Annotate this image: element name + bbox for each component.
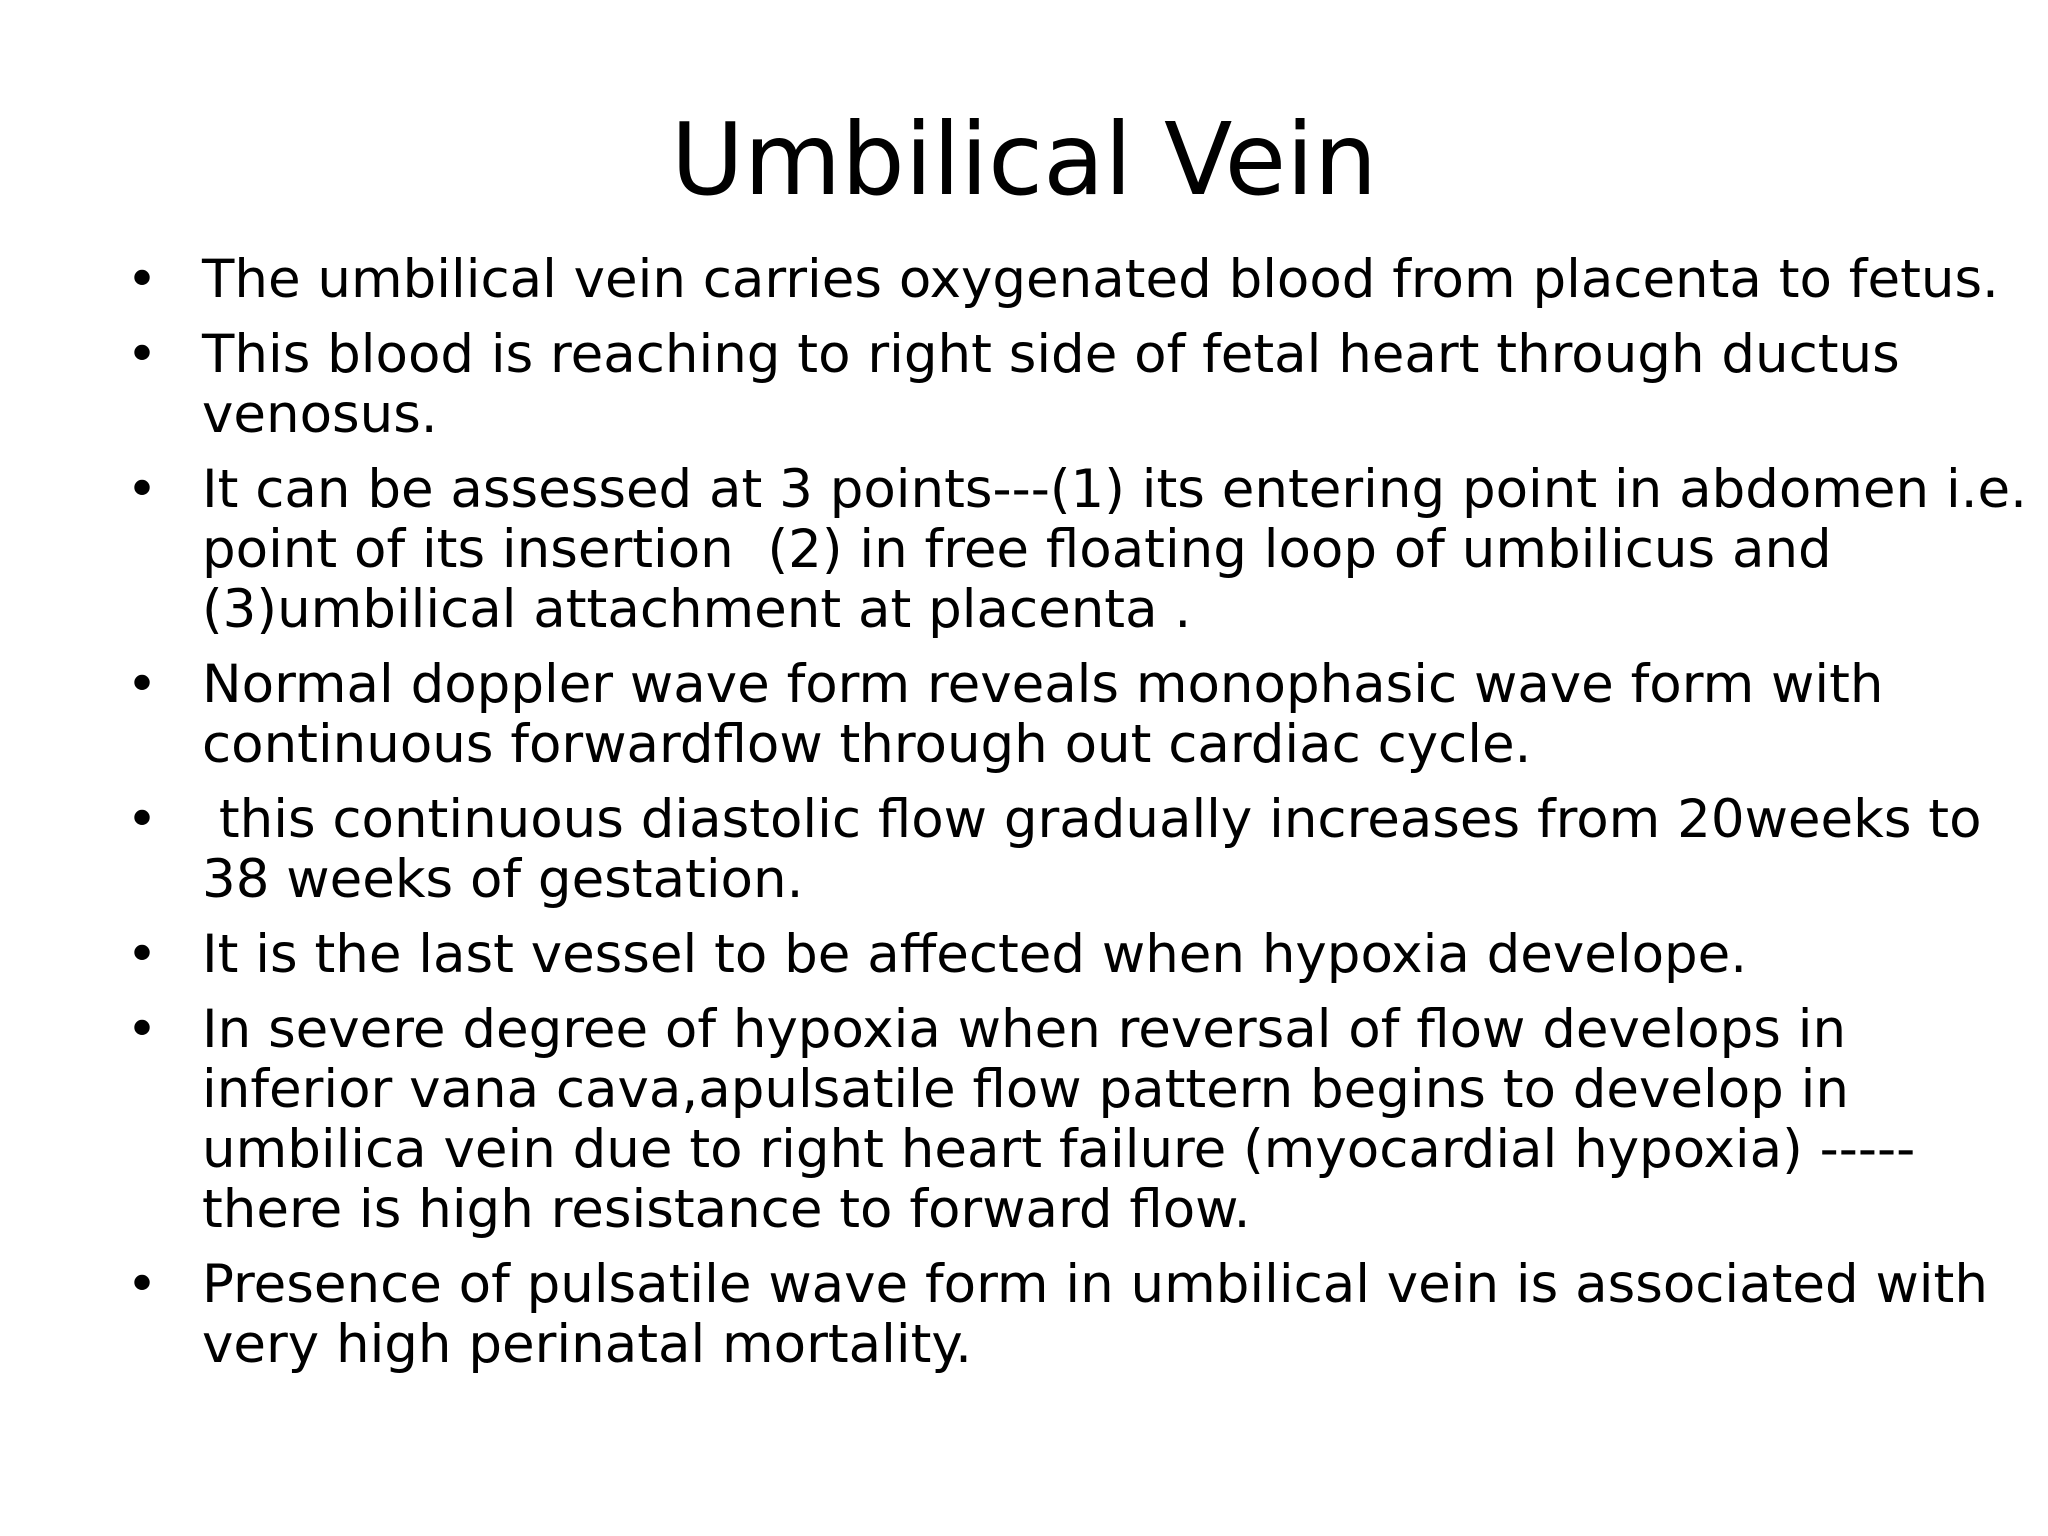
bullet-item [126, 654, 2002, 775]
bullet-text-line: Normal doppler wave form reveals monophasic wave form with [202, 654, 1884, 715]
bullet-icon: • [126, 654, 158, 715]
bullet-icon: • [126, 459, 158, 520]
bullet-text-line: very high perinatal mortality. [202, 1314, 973, 1375]
bullet-icon: • [126, 924, 158, 985]
bullet-item [126, 924, 2002, 985]
bullet-item [126, 789, 2002, 910]
bullet-text-line: point of its insertion (2) in free floating loop of umbilicus and [202, 519, 1832, 580]
bullet-item [126, 1254, 2002, 1375]
bullet-icon: • [126, 1254, 158, 1315]
bullet-text-line: (3)umbilical attachment at placenta . [202, 579, 1192, 640]
bullet-item [126, 999, 2002, 1240]
bullet-item [126, 459, 2028, 640]
bullet-icon: • [126, 324, 158, 385]
slide-title: Umbilical Vein [670, 101, 1378, 218]
bullet-icon: • [126, 249, 158, 310]
bullet-text-line: there is high resistance to forward flow. [202, 1179, 1251, 1240]
bullet-text-line: inferior vana cava,apulsatile flow pattern begins to develop in [202, 1059, 1849, 1120]
bullet-text-line: It is the last vessel to be affected when hypoxia develope. [202, 924, 1748, 985]
bullet-item [126, 324, 2002, 445]
bullet-text-line: It can be assessed at 3 points---(1) its entering point in abdomen i.e. [202, 459, 2028, 520]
bullet-text-line: continuous forwardflow through out cardiac cycle. [202, 714, 1532, 775]
bullet-text-line: 38 weeks of gestation. [202, 849, 804, 910]
bullet-list [126, 249, 2028, 1390]
bullet-text-line: Presence of pulsatile wave form in umbilical vein is associated with [202, 1254, 1988, 1315]
bullet-text-line: venosus. [202, 384, 438, 445]
bullet-text-line: This blood is reaching to right side of fetal heart through ductus [202, 324, 1900, 385]
bullet-icon: • [126, 999, 158, 1060]
bullet-icon: • [126, 789, 158, 850]
bullet-text-line: umbilica vein due to right heart failure (myocardial hypoxia) ----- [202, 1119, 1916, 1180]
bullet-item [126, 249, 2002, 310]
bullet-text-line: The umbilical vein carries oxygenated blood from placenta to fetus. [202, 249, 1999, 310]
bullet-text-line: this continuous diastolic flow gradually increases from 20weeks to [202, 789, 1982, 850]
bullet-text-line: In severe degree of hypoxia when reversal of flow develops in [202, 999, 1847, 1060]
